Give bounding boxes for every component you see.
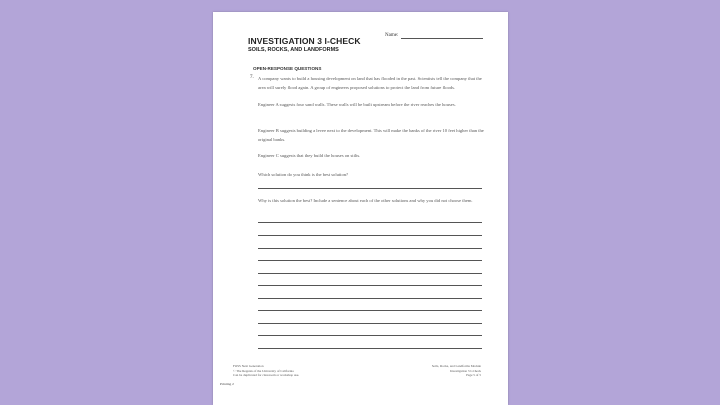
answer-line xyxy=(258,188,482,189)
question-paragraph: Engineer B suggests building a levee next to the development. This will make the banks of the river 10 feet higher than the original banks. xyxy=(258,128,484,142)
answer-line xyxy=(258,285,482,286)
answer-line xyxy=(258,310,482,311)
name-field-line xyxy=(401,38,483,39)
answer-line xyxy=(258,323,482,324)
answer-line xyxy=(258,235,482,236)
page-subtitle: SOILS, ROCKS, AND LANDFORMS xyxy=(248,47,339,53)
answer-line xyxy=(258,273,482,274)
question-paragraph: Engineer C suggests that they build the houses on stilts. xyxy=(258,153,361,158)
prompt-why-best: Why is this solution the best? Include a sentence about each of the other solutions and why you did not choose them. xyxy=(258,198,473,203)
worksheet-page xyxy=(213,12,508,405)
footer-left xyxy=(233,364,373,378)
question-paragraph: Engineer A suggests four sand walls. These walls will be built upstream before the river reaches the houses. xyxy=(258,102,456,107)
answer-line xyxy=(258,335,482,336)
answer-line xyxy=(258,248,482,249)
footer-right-line: Page 5 of 5 xyxy=(466,373,481,378)
answer-line xyxy=(258,348,482,349)
answer-line xyxy=(258,260,482,261)
section-heading: OPEN-RESPONSE QUESTIONS xyxy=(253,66,322,71)
footer-right xyxy=(371,364,481,378)
page-title: INVESTIGATION 3 I-CHECK xyxy=(248,36,361,46)
printing-tag: Printing 2 xyxy=(220,382,234,386)
question-paragraph: A company wants to build a housing development on land that has flooded in the past. Scientists tell the company that the area will surely flood again. A group of engineers proposed solutions to protect the land from future floods. xyxy=(258,76,482,90)
answer-line xyxy=(258,298,482,299)
footer-left-line: FOSS Next Generation xyxy=(233,364,264,368)
name-label: Name: xyxy=(385,33,399,38)
footer-right-line: Investigation 3 I-Check xyxy=(449,368,481,373)
question-number: 7. xyxy=(250,75,254,80)
prompt-best-solution: Which solution do you think is the best solution? xyxy=(258,172,349,177)
footer-right-line: Soils, Rocks, and Landforms Module xyxy=(431,364,481,368)
footer-left-line: © The Regents of the University of California xyxy=(233,368,294,373)
footer-left-line: Can be duplicated for classroom or workshop use. xyxy=(233,373,300,378)
answer-line xyxy=(258,222,482,223)
